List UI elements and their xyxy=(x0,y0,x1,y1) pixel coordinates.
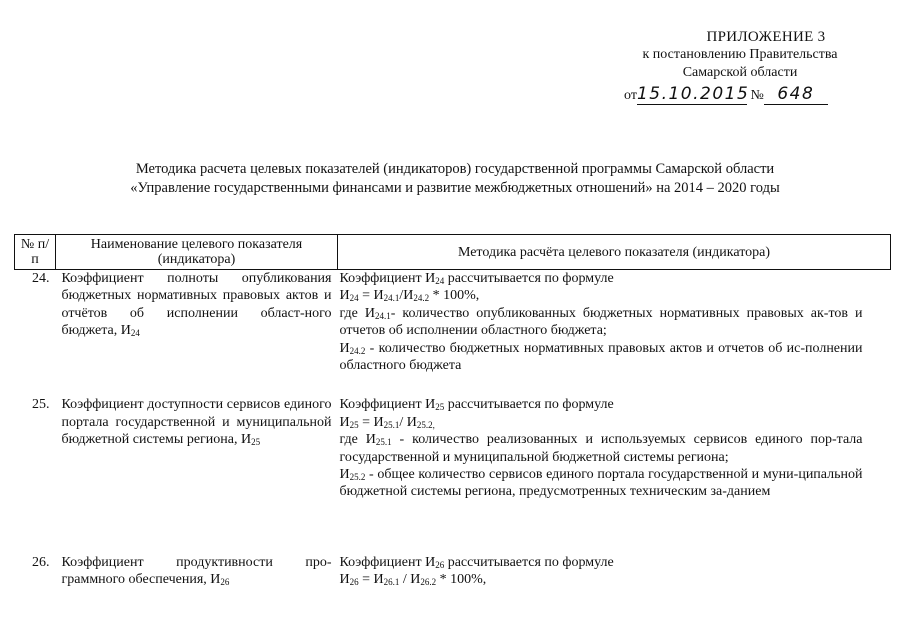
number-label: № xyxy=(750,88,764,103)
method-formula: $И_{24} = И_{24.1}/И_{24.2} * 100\%$, xyxy=(339,288,480,304)
indicator-name: Коэффициент продуктивности про-граммного обеспечения, $И_{26}$ xyxy=(61,554,332,588)
appendix-heading: ПРИЛОЖЕНИЕ 3 xyxy=(706,29,826,45)
appendix-block xyxy=(610,28,870,82)
indicator-name: Коэффициент доступности сервисов единого портала государственной и муниципальной бюджетной системы региона, $И_{25}$ xyxy=(61,397,332,448)
method-definition-1: где $И_{25.1}$ - количество реализованных и используемых сервисов единого пор-тала государственной и муниципальной бюджетной системы региона; xyxy=(339,432,863,465)
header-name: Наименование целевого показателя (индикатора) xyxy=(56,235,338,270)
table-header-row xyxy=(15,235,891,270)
method-formula: $И_{26} = И_{26.1} / И_{26.2} * 100\%$, xyxy=(339,572,487,588)
from-label: от xyxy=(624,88,637,103)
handwritten-number: 648 xyxy=(777,84,815,104)
indicator-name: Коэффициент полноты опубликования бюджетных нормативных правовых актов и отчётов об исполнении област-ного бюджета, $И_{24}$ xyxy=(61,271,332,339)
method-intro: Коэффициент $И_{26}$ рассчитывается по формуле xyxy=(339,554,614,570)
method-intro: Коэффициент $И_{25}$ рассчитывается по формуле xyxy=(339,397,614,413)
header-method: Методика расчёта целевого показателя (индикатора) xyxy=(338,235,891,270)
method-definition-2: $И_{25.2}$ - общее количество сервисов единого портала государственной и муни-ципальной бюджетной системы региона, предусмотренных техническим за-данием xyxy=(339,467,863,500)
calculation-method xyxy=(338,396,891,500)
header-num: № п/п xyxy=(15,235,56,270)
title-line-1: Методика расчета целевых показателей (индикаторов) государственной программы Самарской области xyxy=(135,161,775,177)
document-title xyxy=(40,160,870,198)
table-row xyxy=(15,396,891,500)
order-date-number xyxy=(624,84,828,105)
row-number: 25. xyxy=(32,397,50,413)
row-number: 26. xyxy=(32,554,50,570)
appendix-resolution-line: к постановлению Правительства xyxy=(642,47,838,62)
indicators-table xyxy=(14,234,891,589)
handwritten-date: 15.10.2015 xyxy=(636,84,750,104)
method-definition-1: где $И_{24.1}-$ количество опубликованных бюджетных нормативных правовых ак-тов и отчетов об исполнении областного бюджета; xyxy=(339,305,863,339)
method-definition-2: $И_{24.2}$ - количество бюджетных нормативных правовых актов и отчетов об ис-полнении областного бюджета xyxy=(339,340,863,374)
calculation-method xyxy=(338,554,891,589)
calculation-method xyxy=(338,270,891,375)
title-line-2: «Управление государственными финансами и развитие межбюджетных отношений» на 2014 – 2020 годы xyxy=(130,180,780,196)
appendix-region-line: Самарской области xyxy=(682,65,798,80)
table-row xyxy=(15,554,891,589)
method-formula: $И_{25} = И_{25.1}/$ $И_{25.2,}$ xyxy=(339,414,435,430)
method-intro: Коэффициент $И_{24}$ рассчитывается по формуле xyxy=(339,271,614,286)
table-row xyxy=(15,270,891,375)
row-number: 24. xyxy=(32,271,50,286)
